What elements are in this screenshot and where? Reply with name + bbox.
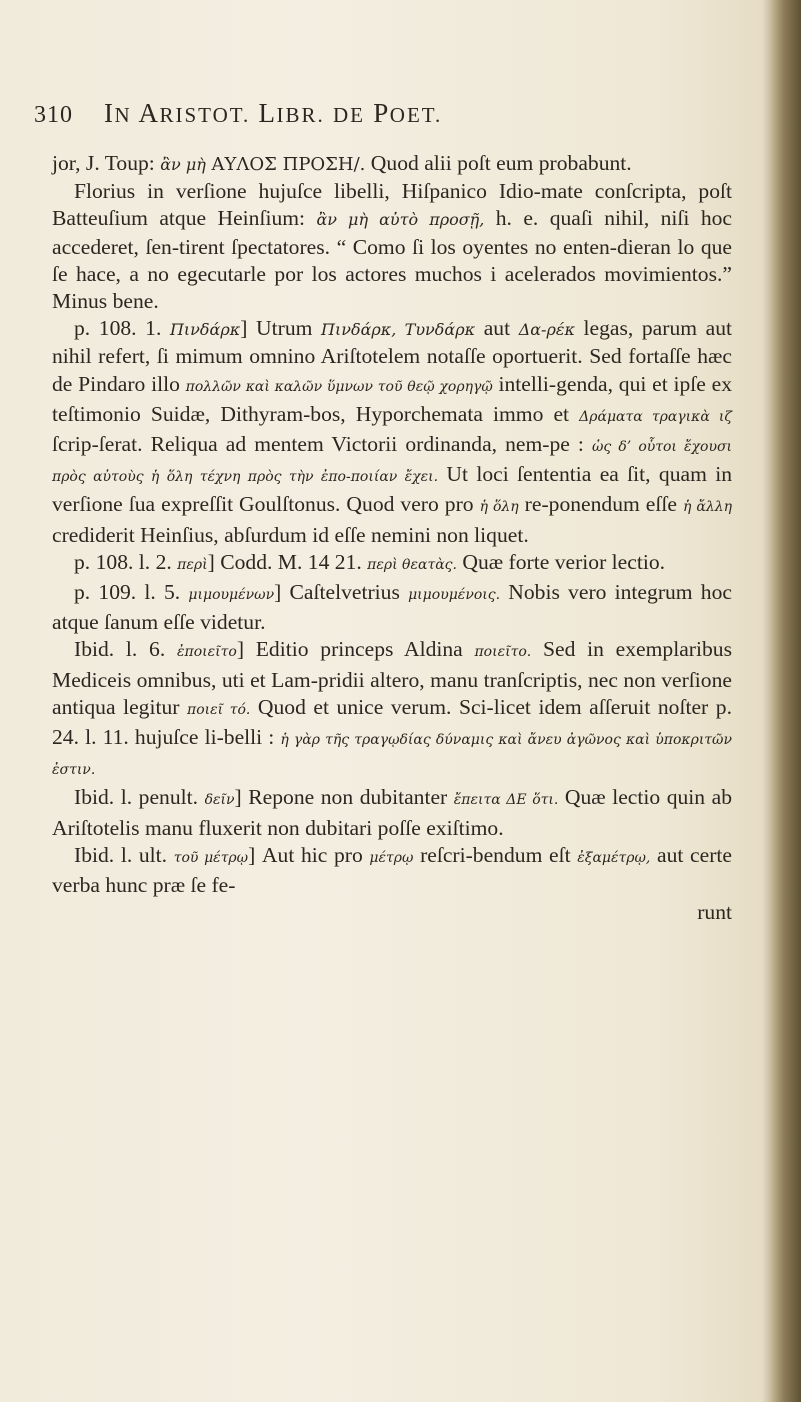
greek-run: περὶ xyxy=(177,556,208,573)
text-run: p. 108. l. 2. xyxy=(74,549,178,574)
page-shadow xyxy=(762,0,770,1402)
text-run: Ibid. l. ult. xyxy=(74,842,174,867)
text-run: ] Utrum xyxy=(240,316,321,341)
greek-run: Δα-ρέκ xyxy=(518,320,575,340)
greek-run: ἐποιεῖτο xyxy=(177,644,237,661)
text-run: Quæ forte verior lectio. xyxy=(456,549,666,574)
text-run: legas, parum aut nihil refert, ſi mimum omnino Ariſtotelem notaſſe oportuerit. Sed fortaſſe hæc de Pindaro illo xyxy=(52,316,733,396)
text-run: p. 109. l. 5. xyxy=(74,580,189,605)
text-run: ] Codd. M. 14 21. xyxy=(207,549,368,574)
greek-run: τοῦ μέτρῳ xyxy=(173,849,249,866)
running-head xyxy=(34,96,724,136)
text-run: ſcrip-ſerat. Reliqua ad mentem Victorii ordinanda, nem-pe : xyxy=(52,432,592,457)
title-libr-initial: L xyxy=(258,98,277,128)
text-run: p. 108. 1. xyxy=(74,316,170,341)
text-run: Sed in exemplaribus Mediceis omnibus, uti et Lam-pridii altero, manu tranſcriptis, nec non verſione antiqua legitur xyxy=(52,637,732,719)
title-poet-initial: P xyxy=(373,98,390,128)
text-run: re-ponendum eſſe xyxy=(518,492,683,517)
greek-run: ποιεῖ τό. xyxy=(187,701,251,718)
greek-run: Πινδάρκ, xyxy=(321,320,397,340)
paragraph-florius xyxy=(52,178,732,315)
greek-run: Τυνδάρκ xyxy=(396,320,476,340)
greek-run: ἡ γὰρ τῆς τραγῳδίας δύναμις καὶ ἄνευ ἀγῶνος καὶ ὑποκριτῶν ἐστιν. xyxy=(52,732,732,779)
greek-run: ποιεῖτο. xyxy=(474,644,532,661)
text-run: reſcri-bendum eſt xyxy=(413,842,578,867)
text-run: crediderit Heinſius, abſurdum id eſſe nemini non liquet. xyxy=(52,522,529,547)
title-aristot-rest: RISTOT. xyxy=(159,103,251,127)
greek-run: ὡς δ’ οὗτοι ἔχουσι πρὸς αὐτοὺς ἡ ὅλη τέχνη πρὸς τὴν ἐπο-ποιίαν ἔχει. xyxy=(52,439,733,486)
greek-run: μιμουμένοις. xyxy=(408,587,501,604)
text-run: jor, J. Toup: xyxy=(52,151,161,175)
text-run: aut xyxy=(475,316,519,341)
title-in-initial: I xyxy=(104,98,115,128)
paragraph-p109-l5 xyxy=(52,579,732,636)
text-run: intelli-genda, qui et ipſe ex teſtimonio Suidæ, Dithyram-bos, Hyporchemata immo et xyxy=(52,371,732,426)
title-aristot-initial: A xyxy=(138,98,160,128)
text-run: Ibid. l. penult. xyxy=(74,785,205,810)
greek-run: ἡ ὅλη xyxy=(479,499,519,516)
paragraph-toup xyxy=(52,150,732,178)
greek-run: μιμουμένων xyxy=(188,587,275,604)
catchword: runt xyxy=(697,900,732,925)
greek-run: ἐξαμέτρῳ, xyxy=(577,849,651,866)
text-run: Ut loci ſententia ea ſit, quam in verſione ſua expreſſit Goulſtonus. Quod vero pro xyxy=(52,462,732,517)
text-run: aut certe verba hunc præ ſe fe- xyxy=(52,842,732,898)
greek-run: πολλῶν καὶ καλῶν ὕμνων τοῦ θεῷ χορηγῷ xyxy=(185,378,493,395)
text-run: ] Editio princeps Aldina xyxy=(236,637,475,662)
greek-caps-run: ΑΥΛΟΣ ΠΡΟΣΗ/. xyxy=(205,154,366,175)
paragraph-p108-l2 xyxy=(52,549,732,579)
text-run: Quod alii poſt eum probabunt. xyxy=(365,151,632,175)
text-run: ] Repone non dubitanter xyxy=(234,785,454,810)
greek-run: ἂν μὴ αὐτὸ προσῇ, xyxy=(316,210,485,230)
title-in-rest: N xyxy=(114,103,132,127)
greek-run: ἂν μὴ xyxy=(160,155,206,174)
body-text xyxy=(52,150,732,926)
paragraph-ibid-l6 xyxy=(52,636,732,784)
catchword-line xyxy=(52,899,732,926)
text-run: Ibid. l. 6. xyxy=(74,637,177,662)
book-gutter xyxy=(770,0,801,1402)
title-poet-rest: OET. xyxy=(389,103,443,127)
title-de: DE xyxy=(333,103,366,127)
text-run: Quod et unice verum. Sci-licet idem aſſeruit noſter p. 24. l. 11. hujuſce li-belli : xyxy=(52,694,732,750)
running-title xyxy=(104,98,442,129)
text-run: Quæ lectio quin ab Ariſtotelis manu fluxerit non dubitari poſſe exiſtimo. xyxy=(52,785,733,840)
greek-run: ἡ ἄλλη xyxy=(682,499,732,516)
greek-run: μέτρῳ xyxy=(369,849,414,866)
greek-run: Δράματα τραγικὰ ιζ xyxy=(579,408,732,425)
paragraph-ibid-penult xyxy=(52,784,732,841)
greek-run: δεῖν xyxy=(204,792,235,809)
title-libr-rest: IBR. xyxy=(276,103,325,127)
greek-run: Πινδάρκ xyxy=(169,320,241,340)
greek-run: περὶ θεατὰς. xyxy=(367,556,457,573)
text-run: ] Aut hic pro xyxy=(248,842,370,867)
paragraph-ibid-ult xyxy=(52,842,732,899)
greek-run: ἔπειτα ΔΕ ὅτι. xyxy=(453,792,559,809)
text-run: Nobis vero integrum hoc atque ſanum eſſe videtur. xyxy=(52,580,732,635)
paragraph-p108-l1 xyxy=(52,315,732,549)
page-number: 310 xyxy=(34,102,73,128)
text-run: h. e. quaſi nihil, niſi hoc accederet, ſen-tirent ſpectatores. “ Como ſi los oyentes no enten-dieran lo que ſe hace, a no egecutarle por los actores muchos i acelerados movimientos.” Minus bene. xyxy=(52,206,732,314)
text-run: Florius in verſione hujuſce libelli, Hiſpanico Idio-mate conſcripta, poſt Batteuſium atque Heinſium: xyxy=(52,179,732,231)
text-run: ] Caſtelvetrius xyxy=(274,580,409,605)
